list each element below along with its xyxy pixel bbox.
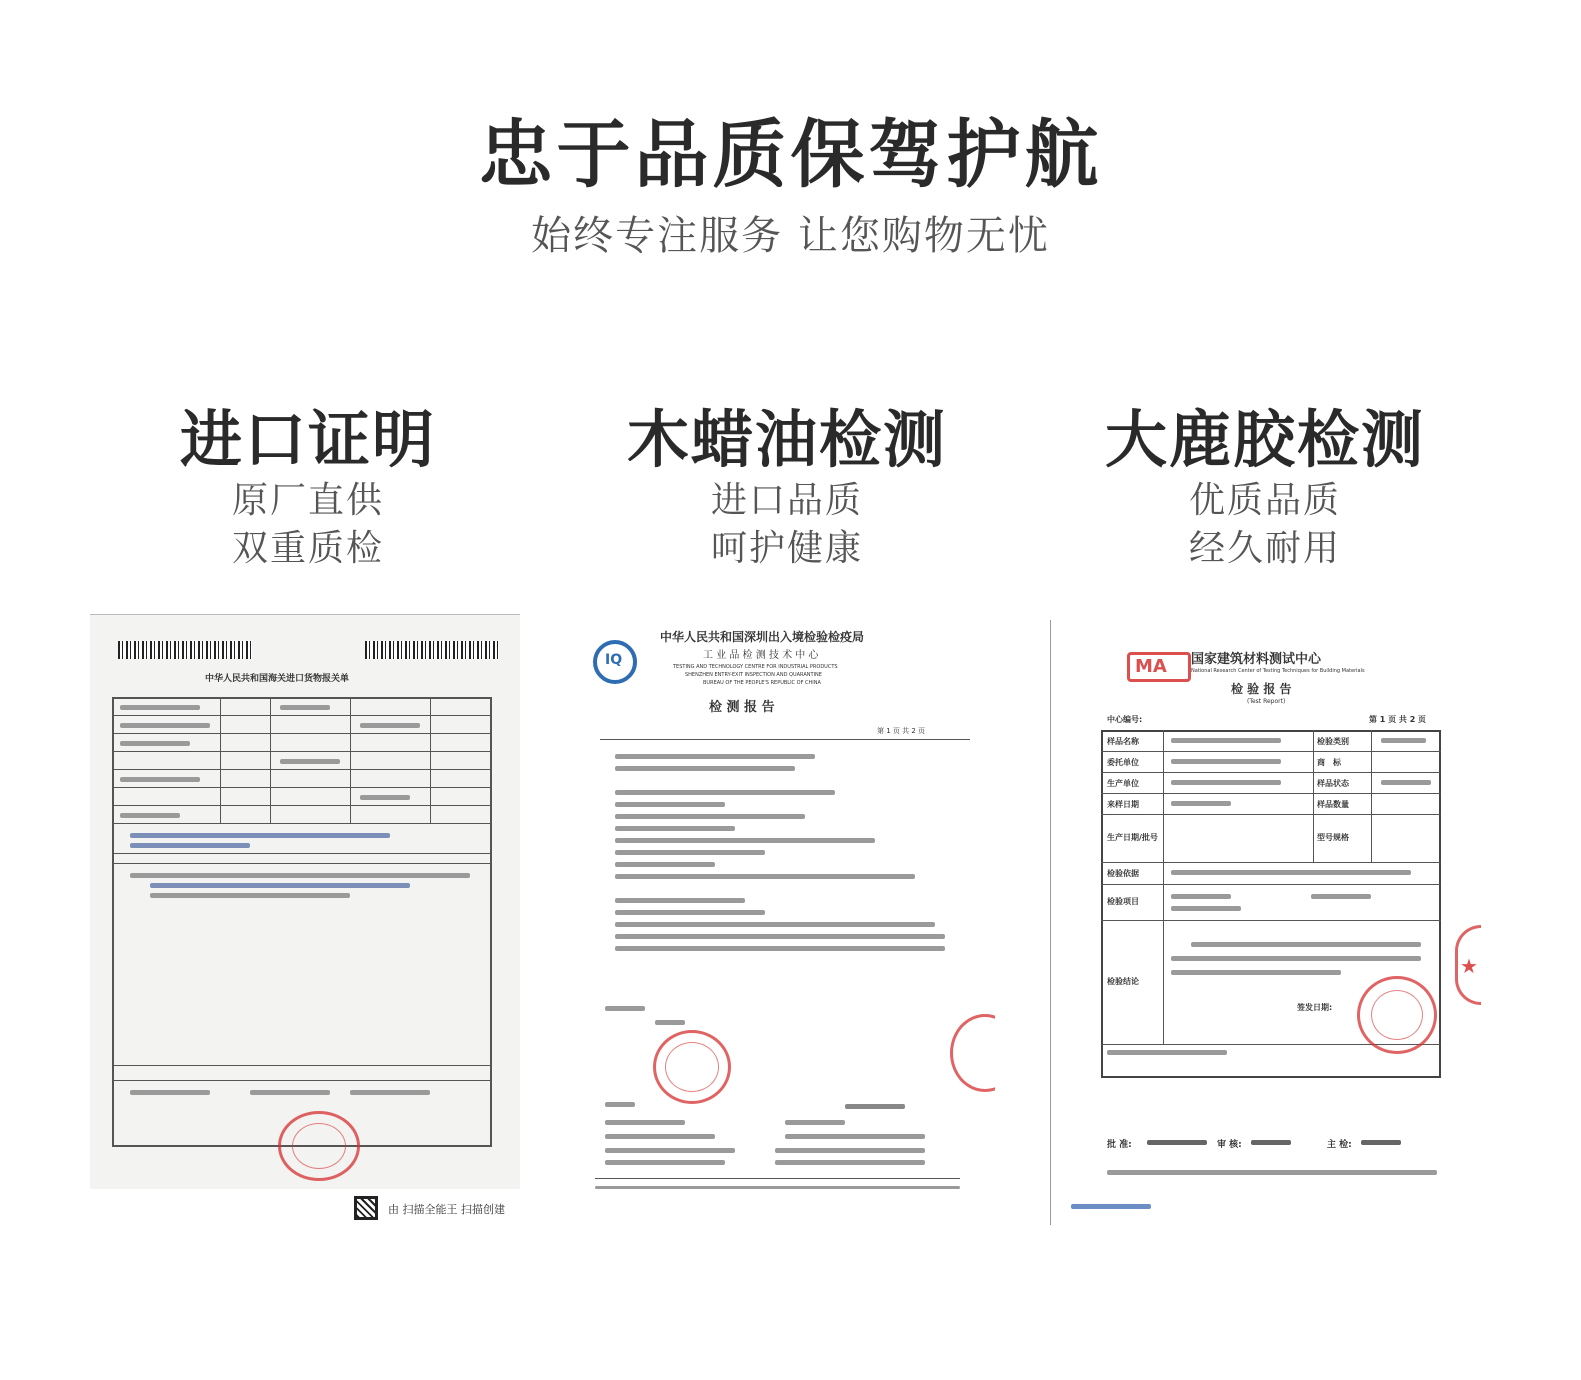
report-title-en: (Test Report) [1247, 698, 1286, 705]
table-row-label: 样品状态 [1317, 779, 1349, 788]
report-title: 检 验 报 告 [1231, 682, 1292, 696]
red-seal-stamp [950, 1014, 995, 1092]
report-title: 检 测 报 告 [709, 700, 775, 715]
center-name-en: TESTING AND TECHNOLOGY CENTRE FOR INDUSTRIAL PRODUCTS [673, 664, 838, 670]
table-row-label: 委托单位 [1107, 758, 1139, 767]
table-row-label: 生产日期/批号 [1107, 833, 1158, 842]
logo-text: IQ [605, 652, 623, 668]
column-title-glue-test: 大鹿胶检测 [1104, 403, 1425, 476]
logo-text: MA [1135, 656, 1167, 677]
signature-label: 主 检: [1327, 1140, 1352, 1150]
center-name: 国家建筑材料测试中心 [1191, 652, 1322, 667]
agency-name: 中华人民共和国深圳出入境检验检疫局 [660, 630, 865, 644]
signature-label: 批 准: [1107, 1140, 1132, 1150]
column-line: 双重质检 [231, 528, 384, 569]
center-name-en: National Research Center of Testing Techniques for Building Materials [1191, 668, 1365, 674]
table-row-label: 型号规格 [1317, 833, 1349, 842]
table-row-label: 生产单位 [1107, 779, 1139, 788]
column-line: 原厂直供 [231, 480, 384, 521]
table-row-label: 检验类别 [1317, 737, 1349, 746]
page-number: 第 1 页 共 2 页 [877, 727, 926, 735]
glue-test-report-image [1050, 620, 1480, 1225]
issue-date-label: 签发日期: [1297, 1003, 1333, 1012]
column-title-import-proof: 进口证明 [179, 403, 436, 476]
page-title: 忠于品质保驾护航 [478, 112, 1103, 198]
center-name-en: BUREAU OF THE PEOPLE'S REPUBLIC OF CHINA [703, 680, 821, 686]
table-row-label: 检验项目 [1107, 897, 1139, 906]
table-row-label: 样品名称 [1107, 737, 1139, 746]
barcode [118, 641, 252, 659]
signature-label: 审 核: [1217, 1140, 1242, 1150]
scanner-footer: 由 扫描全能王 扫描创建 [388, 1203, 505, 1216]
column-title-wax-oil-test: 木蜡油检测 [626, 403, 947, 476]
page-number: 第 1 页 共 2 页 [1369, 715, 1427, 724]
center-number-label: 中心编号: [1107, 715, 1143, 724]
document-title: 中华人民共和国海关进口货物报关单 [205, 674, 350, 684]
qr-code-icon [354, 1196, 378, 1220]
table-row-label: 商 标 [1317, 758, 1341, 767]
center-name: 工 业 品 检 测 技 术 中 心 [703, 650, 819, 661]
wax-oil-test-report-image [585, 614, 995, 1204]
customs-declaration-image [90, 614, 520, 1189]
table-row-label: 样品数量 [1317, 800, 1349, 809]
barcode [365, 641, 499, 659]
column-line: 进口品质 [710, 480, 863, 521]
column-line: 呵护健康 [710, 528, 863, 569]
table-row-label: 检验结论 [1107, 977, 1139, 986]
center-name-en: SHENZHEN ENTRY-EXIT INSPECTION AND QUARANTINE [685, 672, 822, 678]
star-icon: ★ [1460, 954, 1478, 978]
table-row-label: 来样日期 [1107, 800, 1139, 809]
column-line: 优质品质 [1188, 480, 1341, 521]
table-row-label: 检验依据 [1107, 869, 1139, 878]
page-subtitle: 始终专注服务 让您购物无忧 [531, 213, 1050, 259]
column-line: 经久耐用 [1188, 528, 1341, 569]
